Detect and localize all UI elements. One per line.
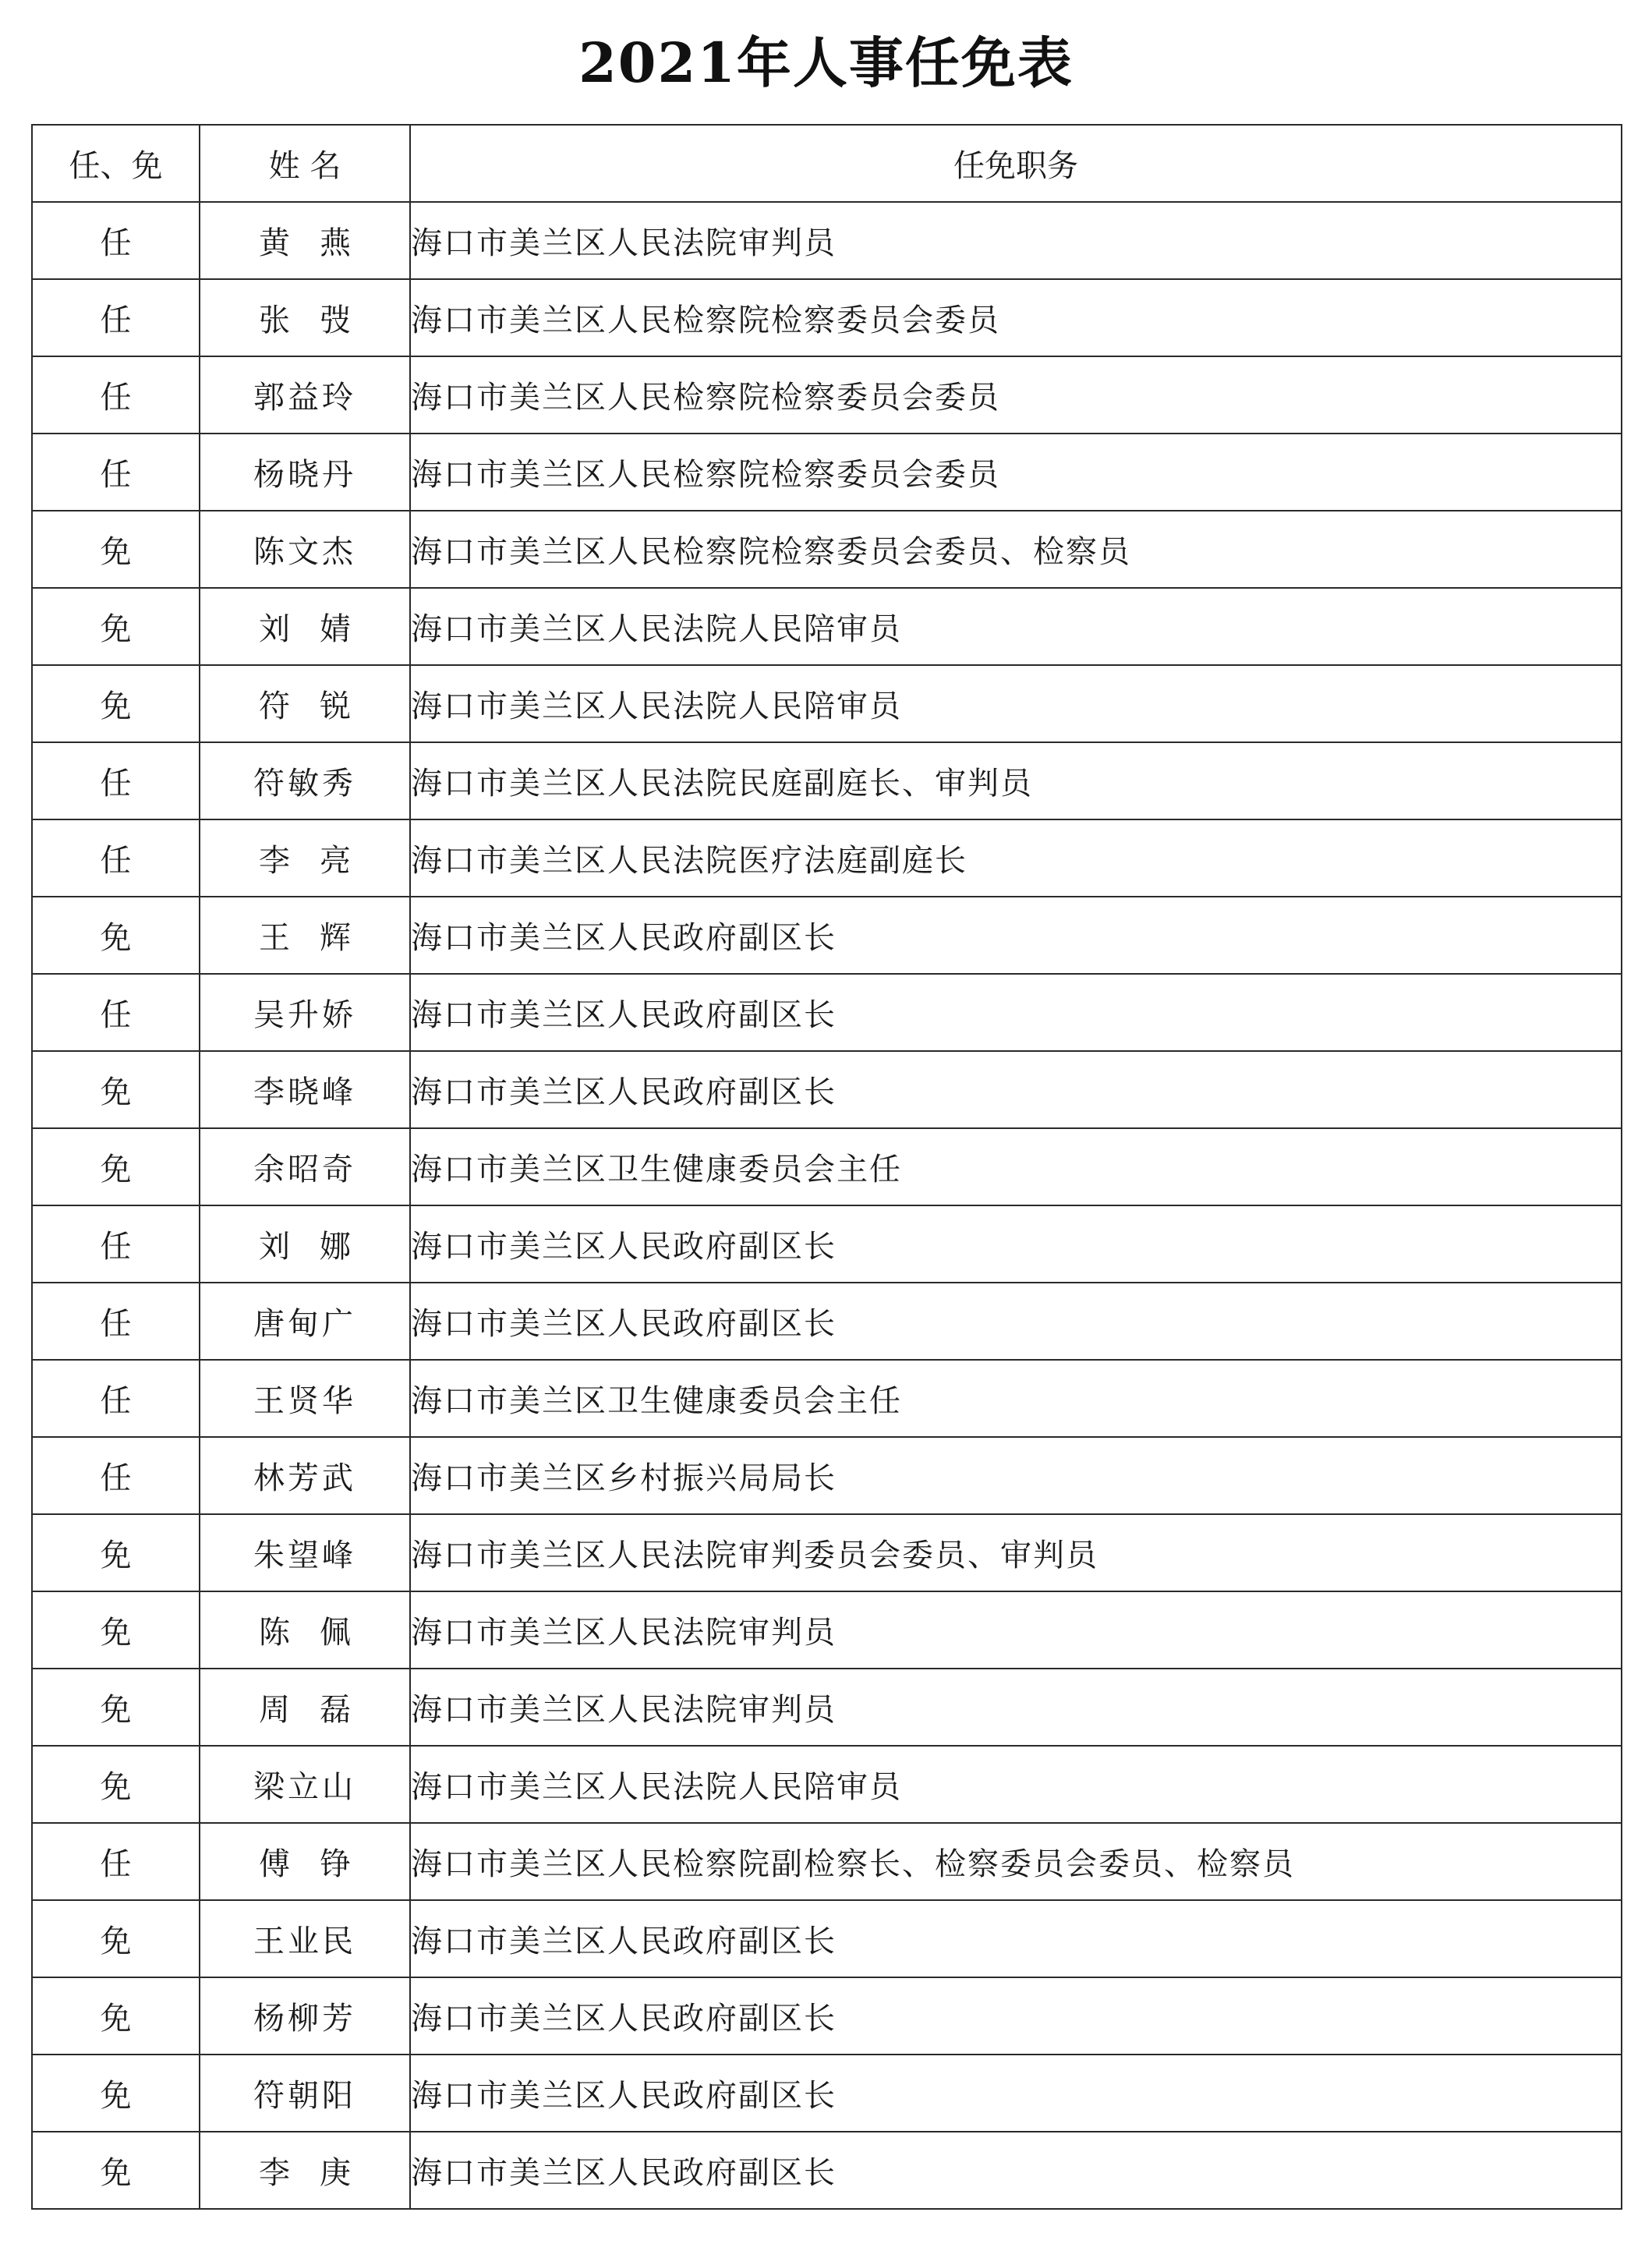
cell-position: 海口市美兰区人民法院人民陪审员 xyxy=(410,1746,1622,1823)
cell-appoint-remove: 免 xyxy=(32,1669,200,1746)
cell-position: 海口市美兰区人民检察院检察委员会委员 xyxy=(410,279,1622,356)
cell-appoint-remove: 免 xyxy=(32,897,200,974)
cell-person-name: 李庚 xyxy=(200,2132,410,2209)
table-row xyxy=(32,1051,1622,1128)
cell-person-name: 郭益玲 xyxy=(200,356,410,434)
cell-person-name: 符敏秀 xyxy=(200,742,410,819)
table-row xyxy=(32,819,1622,897)
cell-person-name: 陈佩 xyxy=(200,1591,410,1669)
cell-position: 海口市美兰区人民政府副区长 xyxy=(410,1900,1622,1977)
cell-appoint-remove: 免 xyxy=(32,665,200,742)
cell-appoint-remove: 免 xyxy=(32,1746,200,1823)
cell-position: 海口市美兰区卫生健康委员会主任 xyxy=(410,1360,1622,1437)
table-row xyxy=(32,511,1622,588)
cell-appoint-remove: 免 xyxy=(32,1977,200,2055)
table-row xyxy=(32,1128,1622,1205)
table-row xyxy=(32,1205,1622,1283)
cell-person-name: 黄燕 xyxy=(200,202,410,279)
cell-person-name: 王辉 xyxy=(200,897,410,974)
cell-position: 海口市美兰区人民政府副区长 xyxy=(410,1283,1622,1360)
cell-position: 海口市美兰区人民政府副区长 xyxy=(410,2055,1622,2132)
table-row xyxy=(32,1977,1622,2055)
table-row xyxy=(32,1437,1622,1514)
cell-person-name: 杨晓丹 xyxy=(200,434,410,511)
cell-person-name: 周磊 xyxy=(200,1669,410,1746)
table-row xyxy=(32,1746,1622,1823)
table-header-row xyxy=(32,125,1622,202)
cell-position: 海口市美兰区人民法院民庭副庭长、审判员 xyxy=(410,742,1622,819)
table-row xyxy=(32,1900,1622,1977)
cell-appoint-remove: 任 xyxy=(32,1205,200,1283)
table-row xyxy=(32,1669,1622,1746)
cell-person-name: 杨柳芳 xyxy=(200,1977,410,2055)
cell-person-name: 符朝阳 xyxy=(200,2055,410,2132)
table-row xyxy=(32,1283,1622,1360)
table-row xyxy=(32,897,1622,974)
cell-person-name: 吴升娇 xyxy=(200,974,410,1051)
table-row xyxy=(32,2055,1622,2132)
cell-appoint-remove: 免 xyxy=(32,1591,200,1669)
cell-appoint-remove: 任 xyxy=(32,1360,200,1437)
header-post: 任免职务 xyxy=(410,125,1622,202)
cell-person-name: 李亮 xyxy=(200,819,410,897)
table-body xyxy=(32,202,1622,2209)
cell-position: 海口市美兰区人民法院人民陪审员 xyxy=(410,665,1622,742)
table-row xyxy=(32,356,1622,434)
table-row xyxy=(32,588,1622,665)
cell-appoint-remove: 免 xyxy=(32,2132,200,2209)
cell-appoint-remove: 任 xyxy=(32,279,200,356)
cell-person-name: 朱望峰 xyxy=(200,1514,410,1591)
cell-position: 海口市美兰区乡村振兴局局长 xyxy=(410,1437,1622,1514)
cell-person-name: 傅铮 xyxy=(200,1823,410,1900)
table-row xyxy=(32,2132,1622,2209)
table-row xyxy=(32,665,1622,742)
cell-position: 海口市美兰区人民法院审判委员会委员、审判员 xyxy=(410,1514,1622,1591)
cell-appoint-remove: 免 xyxy=(32,1514,200,1591)
cell-person-name: 符锐 xyxy=(200,665,410,742)
cell-position: 海口市美兰区人民政府副区长 xyxy=(410,2132,1622,2209)
table-row xyxy=(32,974,1622,1051)
table-row xyxy=(32,434,1622,511)
cell-person-name: 刘娜 xyxy=(200,1205,410,1283)
header-name: 姓 名 xyxy=(200,125,410,202)
cell-position: 海口市美兰区人民政府副区长 xyxy=(410,1051,1622,1128)
cell-appoint-remove: 任 xyxy=(32,1437,200,1514)
cell-person-name: 林芳武 xyxy=(200,1437,410,1514)
cell-position: 海口市美兰区卫生健康委员会主任 xyxy=(410,1128,1622,1205)
cell-position: 海口市美兰区人民法院审判员 xyxy=(410,1669,1622,1746)
cell-person-name: 陈文杰 xyxy=(200,511,410,588)
table-row xyxy=(32,279,1622,356)
cell-person-name: 张弢 xyxy=(200,279,410,356)
cell-appoint-remove: 任 xyxy=(32,356,200,434)
table-row xyxy=(32,1823,1622,1900)
table-row xyxy=(32,1591,1622,1669)
cell-appoint-remove: 免 xyxy=(32,588,200,665)
cell-person-name: 刘婧 xyxy=(200,588,410,665)
cell-person-name: 唐甸广 xyxy=(200,1283,410,1360)
cell-appoint-remove: 免 xyxy=(32,1051,200,1128)
cell-position: 海口市美兰区人民法院审判员 xyxy=(410,1591,1622,1669)
table-row xyxy=(32,1360,1622,1437)
cell-position: 海口市美兰区人民法院医疗法庭副庭长 xyxy=(410,819,1622,897)
appointment-table xyxy=(31,124,1622,2210)
cell-appoint-remove: 任 xyxy=(32,742,200,819)
cell-position: 海口市美兰区人民政府副区长 xyxy=(410,1977,1622,2055)
cell-position: 海口市美兰区人民检察院副检察长、检察委员会委员、检察员 xyxy=(410,1823,1622,1900)
cell-person-name: 余昭奇 xyxy=(200,1128,410,1205)
cell-appoint-remove: 任 xyxy=(32,1823,200,1900)
cell-person-name: 王贤华 xyxy=(200,1360,410,1437)
cell-appoint-remove: 免 xyxy=(32,1900,200,1977)
cell-position: 海口市美兰区人民法院审判员 xyxy=(410,202,1622,279)
table-row xyxy=(32,1514,1622,1591)
cell-appoint-remove: 任 xyxy=(32,434,200,511)
page-title: 2021年人事任免表 xyxy=(578,30,1074,95)
cell-person-name: 王业民 xyxy=(200,1900,410,1977)
cell-position: 海口市美兰区人民法院人民陪审员 xyxy=(410,588,1622,665)
cell-position: 海口市美兰区人民政府副区长 xyxy=(410,1205,1622,1283)
cell-appoint-remove: 免 xyxy=(32,2055,200,2132)
cell-person-name: 李晓峰 xyxy=(200,1051,410,1128)
table-row xyxy=(32,202,1622,279)
cell-position: 海口市美兰区人民政府副区长 xyxy=(410,974,1622,1051)
cell-appoint-remove: 任 xyxy=(32,974,200,1051)
cell-position: 海口市美兰区人民检察院检察委员会委员 xyxy=(410,356,1622,434)
cell-person-name: 梁立山 xyxy=(200,1746,410,1823)
header-type: 任、免 xyxy=(32,125,200,202)
cell-appoint-remove: 免 xyxy=(32,511,200,588)
cell-position: 海口市美兰区人民检察院检察委员会委员 xyxy=(410,434,1622,511)
table-row xyxy=(32,742,1622,819)
cell-appoint-remove: 免 xyxy=(32,1128,200,1205)
cell-appoint-remove: 任 xyxy=(32,819,200,897)
cell-appoint-remove: 任 xyxy=(32,1283,200,1360)
cell-position: 海口市美兰区人民政府副区长 xyxy=(410,897,1622,974)
cell-position: 海口市美兰区人民检察院检察委员会委员、检察员 xyxy=(410,511,1622,588)
cell-appoint-remove: 任 xyxy=(32,202,200,279)
